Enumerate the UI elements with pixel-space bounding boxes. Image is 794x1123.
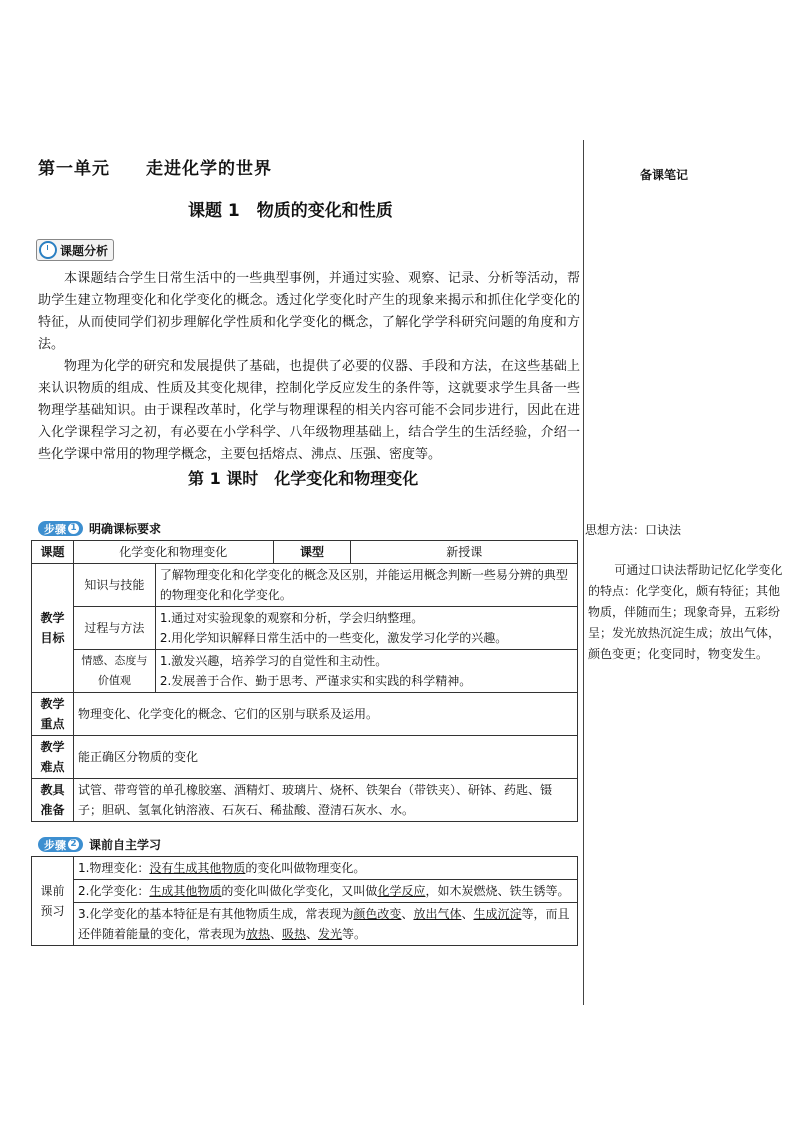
text: 等。 xyxy=(342,927,367,941)
preview-label: 课前预习 xyxy=(32,857,74,946)
difficult-text: 能正确区分物质的变化 xyxy=(73,736,577,779)
answer-blank: 颜色改变 xyxy=(353,907,402,921)
answer-blank: 放出气体 xyxy=(413,907,462,921)
table-row xyxy=(32,693,578,736)
topic-header: 课题 xyxy=(32,541,74,564)
notes-column-title: 备课笔记 xyxy=(640,168,689,182)
preview-item-1 xyxy=(73,857,577,880)
emotion-cell xyxy=(155,650,577,693)
process-item-1: 1.通过对实验现象的观察和分析，学会归纳整理。 xyxy=(159,611,424,625)
period-title: 第 1 课时 化学变化和物理变化 xyxy=(188,469,419,488)
lesson-title: 课题 1 物质的变化和性质 xyxy=(188,201,393,221)
text: 3.化学变化的基本特征是有其他物质生成，常表现为 xyxy=(77,907,354,921)
table-row xyxy=(32,607,578,650)
emotion-item-2: 2.发展善于合作、勤于思考、严谨求实和实践的科学精神。 xyxy=(159,674,472,688)
topic-value: 化学变化和物理变化 xyxy=(73,541,273,564)
answer-blank: 吸热 xyxy=(282,927,307,941)
analysis-label: 课题分析 xyxy=(60,243,109,258)
text: 1.物理变化： xyxy=(77,861,150,875)
process-label: 过程与方法 xyxy=(73,607,155,650)
preview-item-2 xyxy=(73,880,577,903)
table-row xyxy=(32,564,578,607)
table-row xyxy=(32,650,578,693)
table-row xyxy=(32,857,578,880)
answer-blank: 放热 xyxy=(245,927,270,941)
step-badge xyxy=(38,521,83,536)
text: 、 xyxy=(269,927,282,941)
step-2-header xyxy=(38,836,161,853)
analysis-paragraph-2: 物理为化学的研究和发展提供了基础，也提供了必要的仪器、手段和方法，在这些基础上来认识物质的组成、性质及其变化规律，控制化学反应发生的条件等，这就要求学生具备一些物理学基础知识。由于课程改革时，化学与物理课程的相关内容可能不会同步进行，因此在进入化学课程学习之初，有必要在小学科学、八年级物理基础上，结合学生的生活经验，介绍一些化学课中常用的物理学概念，主要包括熔点、沸点、压强、密度等。 xyxy=(38,359,580,462)
text: 的变化叫做化学变化，又叫做 xyxy=(221,884,378,898)
step-badge xyxy=(38,837,83,852)
analysis-paragraph-1: 本课题结合学生日常生活中的一些典型事例，并通过实验、观察、记录、分析等活动，帮助学生建立物理变化和化学变化的概念。透过化学变化时产生的现象来揭示和抓住化学变化的特征，从而使同学们初步理解化学性质和化学变化的概念，了解化学学科研究问题的角度和方法。 xyxy=(38,271,580,352)
answer-blank: 化学反应 xyxy=(377,884,426,898)
step-word: 步骤 xyxy=(44,522,66,536)
knowledge-text: 了解物理变化和化学变化的概念及区别，并能运用概念判断一些易分辨的典型的物理变化和化学变化。 xyxy=(155,564,577,607)
emotion-item-1: 1.激发兴趣，培养学习的自觉性和主动性。 xyxy=(159,654,388,668)
unit-title: 第一单元 走进化学的世界 xyxy=(38,159,272,179)
type-header: 课型 xyxy=(273,541,351,564)
step-word: 步骤 xyxy=(44,838,66,852)
table-row xyxy=(32,541,578,564)
clock-icon xyxy=(39,241,57,259)
emotion-label: 情感、态度与价值观 xyxy=(73,650,155,693)
answer-blank: 发光 xyxy=(318,927,343,941)
tools-label: 教具准备 xyxy=(32,779,74,822)
type-value: 新授课 xyxy=(351,541,578,564)
key-text: 物理变化、化学变化的概念、它们的区别与联系及运用。 xyxy=(73,693,577,736)
preview-item-3 xyxy=(73,903,577,946)
answer-blank: 没有生成其他物质 xyxy=(149,861,246,875)
analysis-badge xyxy=(36,239,114,261)
table-row xyxy=(32,779,578,822)
tools-text: 试管、带弯管的单孔橡胶塞、酒精灯、玻璃片、烧杯、铁架台（带铁夹）、研钵、药匙、镊子；胆矾、氢氧化钠溶液、石灰石、稀盐酸、澄清石灰水、水。 xyxy=(73,779,577,822)
text: 、 xyxy=(401,907,414,921)
text: 、 xyxy=(461,907,474,921)
table-row xyxy=(32,903,578,946)
goal-label: 教学目标 xyxy=(32,564,74,693)
step-number: 1 xyxy=(68,523,79,534)
step-1-header xyxy=(38,520,161,537)
step-label: 明确课标要求 xyxy=(89,522,162,536)
table-row xyxy=(32,736,578,779)
process-cell xyxy=(155,607,577,650)
text: 等，而且还伴随着能量的变化，常表现为 xyxy=(77,907,570,941)
text: ，如木炭燃烧、铁生锈等。 xyxy=(425,884,570,898)
knowledge-label: 知识与技能 xyxy=(73,564,155,607)
curriculum-table xyxy=(31,540,578,822)
text: 的变化叫做物理变化。 xyxy=(245,861,366,875)
method-label: 思想方法：口诀法 xyxy=(585,523,682,537)
step-number: 2 xyxy=(68,839,79,850)
text: 2.化学变化： xyxy=(77,884,150,898)
answer-blank: 生成其他物质 xyxy=(149,884,222,898)
difficult-label: 教学难点 xyxy=(32,736,74,779)
key-label: 教学重点 xyxy=(32,693,74,736)
table-row xyxy=(32,880,578,903)
notes-column-divider xyxy=(583,140,584,1005)
preview-table xyxy=(31,856,578,946)
answer-blank: 生成沉淀 xyxy=(473,907,522,921)
method-text: 可通过口诀法帮助记忆化学变化的特点：化学变化，颇有特征；其他物质，伴随而生；现象奇异，五彩纷呈；发光放热沉淀生成；放出气体，颜色变更；化变同时，物变发生。 xyxy=(588,563,783,661)
text: 、 xyxy=(306,927,319,941)
step-label: 课前自主学习 xyxy=(89,838,162,852)
process-item-2: 2.用化学知识解释日常生活中的一些变化，激发学习化学的兴趣。 xyxy=(159,631,508,645)
